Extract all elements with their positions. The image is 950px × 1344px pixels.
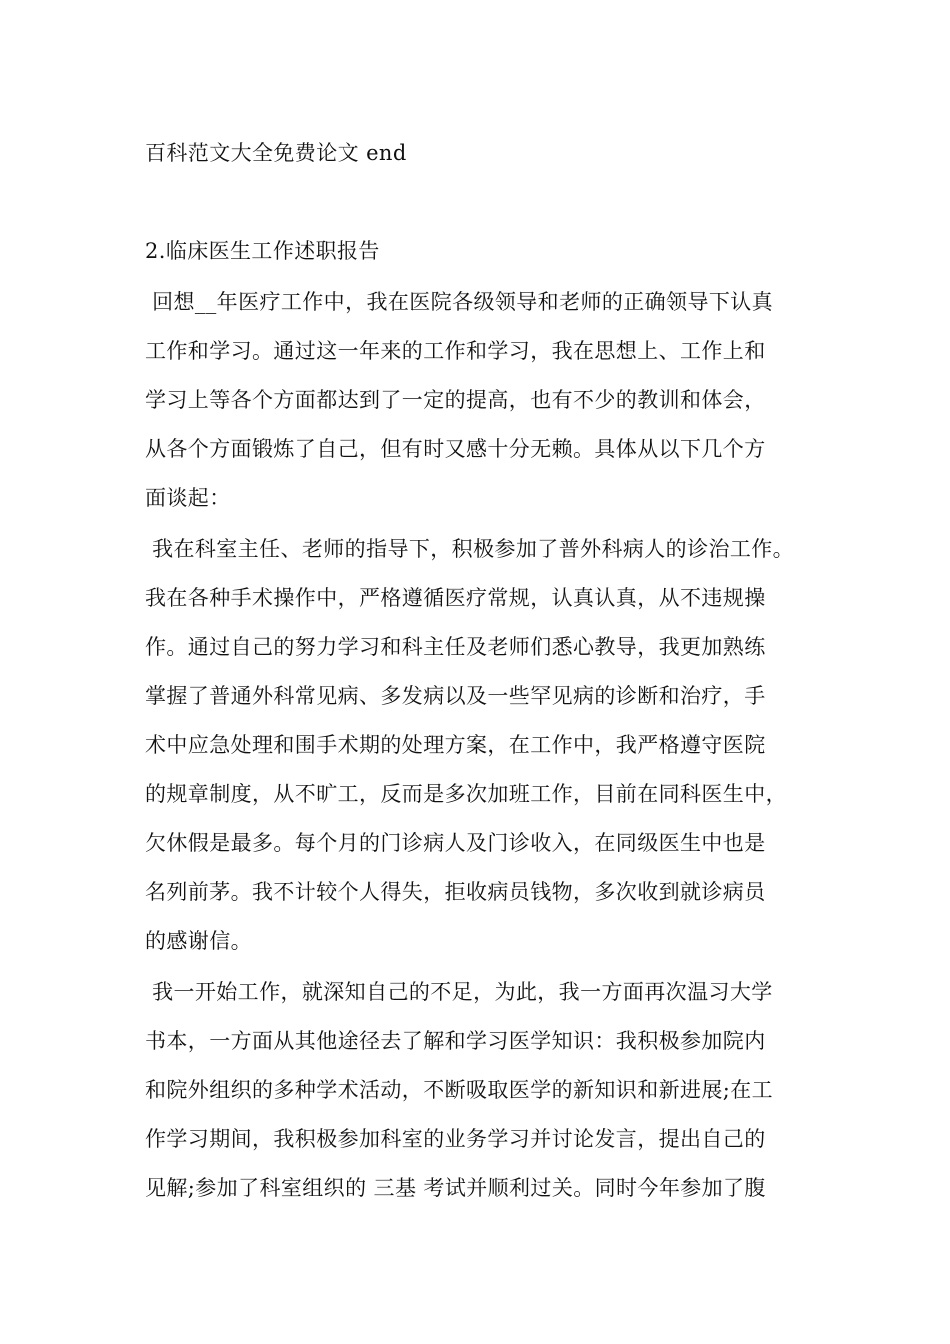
section-title: 2.临床医生工作述职报告 xyxy=(145,239,380,263)
paragraph-3-line-1: 我一开始工作，就深知自己的不足，为此，我一方面再次温习大学 xyxy=(145,980,773,1004)
paragraph-1-line-4: 从各个方面锻炼了自己，但有时又感十分无赖。具体从以下几个方 xyxy=(145,437,766,461)
paragraph-2-line-2: 我在各种手术操作中，严格遵循医疗常规，认真认真，从不违规操 xyxy=(145,586,766,610)
paragraph-3-line-2: 书本，一方面从其他途径去了解和学习医学知识：我积极参加院内 xyxy=(145,1029,766,1053)
paragraph-1-line-2: 工作和学习。通过这一年来的工作和学习，我在思想上、工作上和 xyxy=(145,339,766,363)
paragraph-2-line-9: 的感谢信。 xyxy=(145,929,252,953)
paragraph-2-line-7: 欠休假是最多。每个月的门诊病人及门诊收入，在同级医生中也是 xyxy=(145,831,766,855)
paragraph-2-line-3: 作。通过自己的努力学习和科主任及老师们悉心教导，我更加熟练 xyxy=(145,635,766,659)
paragraph-1-line-3: 学习上等各个方面都达到了一定的提高，也有不少的教训和体会， xyxy=(145,388,766,412)
paragraph-1-line-1: 回想__年医疗工作中，我在医院各级领导和老师的正确领导下认真 xyxy=(145,290,774,314)
paragraph-2-line-8: 名列前茅。我不计较个人得失，拒收病员钱物，多次收到就诊病员 xyxy=(145,880,766,904)
paragraph-3-line-3: 和院外组织的多种学术活动，不断吸取医学的新知识和新进展;在工 xyxy=(145,1078,774,1102)
paragraph-1-line-5: 面谈起： xyxy=(145,486,231,510)
paragraph-3-line-5: 见解;参加了科室组织的 三基 考试并顺利过关。同时今年参加了腹 xyxy=(145,1176,766,1200)
paragraph-3-line-4: 作学习期间，我积极参加科室的业务学习并讨论发言，提出自己的 xyxy=(145,1127,766,1151)
paragraph-2-line-4: 掌握了普通外科常见病、多发病以及一些罕见病的诊断和治疗，手 xyxy=(145,684,766,708)
paragraph-2-line-6: 的规章制度，从不旷工，反而是多次加班工作，目前在同科医生中， xyxy=(145,782,787,806)
header-line: 百科范文大全免费论文 end xyxy=(145,141,407,165)
paragraph-2-line-1: 我在科室主任、老师的指导下，积极参加了普外科病人的诊治工作。 xyxy=(145,537,795,561)
paragraph-2-line-5: 术中应急处理和围手术期的处理方案，在工作中，我严格遵守医院 xyxy=(145,733,766,757)
